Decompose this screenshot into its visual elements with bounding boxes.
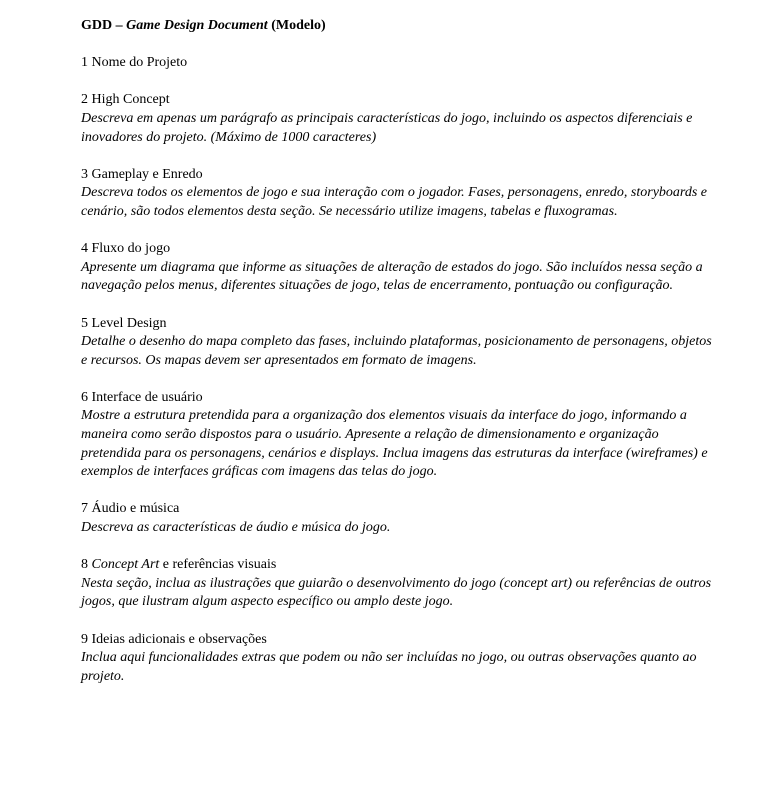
section-heading: 2 High Concept [81, 92, 170, 108]
section-description: Descreva em apenas um parágrafo as principais características do jogo, incluindo os aspectos diferenciais e inovadores do projeto. (Máximo de 1000 caracteres) [81, 110, 693, 145]
heading-italic: Concept Art [91, 557, 160, 573]
section-heading: 1 Nome do Projeto [81, 55, 188, 71]
document-title [81, 17, 721, 36]
section-heading: 9 Ideias adicionais e observações [81, 631, 267, 647]
section-heading: 3 Gameplay e Enredo [81, 166, 203, 182]
section-interface-de-usuario [81, 389, 721, 482]
section-high-concept [81, 91, 721, 147]
section-nome-do-projeto [81, 54, 721, 73]
section-description: Descreva todos os elementos de jogo e sua interação com o jogador. Fases, personagens, enredo, storyboards e cenário, são todos elementos desta seção. Se necessário utilize imagens, tabelas e fluxogramas. [81, 185, 708, 219]
section-heading: 4 Fluxo do jogo [81, 241, 171, 257]
section-heading: 7 Áudio e música [81, 501, 180, 517]
section-heading: 6 Interface de usuário [81, 389, 203, 405]
section-audio-e-musica [81, 500, 721, 537]
section-description: Detalhe o desenho do mapa completo das fases, incluindo plataformas, posicionamento de personagens, objetos e recursos. Os mapas devem ser apresentados em formato de imagens. [81, 334, 712, 368]
section-fluxo-do-jogo [81, 240, 721, 296]
section-description: Descreva as características de áudio e música do jogo. [81, 520, 391, 536]
section-heading [81, 556, 721, 575]
title-suffix: (Modelo) [267, 18, 326, 33]
heading-rest: e referências visuais [159, 557, 277, 573]
section-description: Mostre a estrutura pretendida para a organização dos elementos visuais da interface do jogo, informando a maneira como serão dispostos para o usuário. Apresente a relação de dimensionamento e organização pretendida para os personagens, cenários e displays. Inclua imagens das estruturas da interface (wireframes) e exemplos de interfaces gráficas com imagens das telas do jogo. [81, 408, 708, 480]
title-prefix: GDD – [81, 18, 127, 33]
heading-number: 8 [81, 557, 92, 573]
section-description: Nesta seção, inclua as ilustrações que guiarão o desenvolvimento do jogo (concept art) ou referências de outros jogos, que ilustram algum aspecto específico ou amplo deste jogo. [81, 575, 712, 610]
document-body [81, 17, 721, 705]
section-ideias-adicionais [81, 631, 721, 687]
section-level-design [81, 315, 721, 371]
section-gameplay-e-enredo [81, 166, 721, 222]
section-concept-art [81, 556, 721, 612]
section-description: Apresente um diagrama que informe as situações de alteração de estados do jogo. São incluídos nessa seção a navegação pelos menus, diferentes situações de jogo, telas de encerramento, pontuação ou configuração. [81, 259, 703, 294]
section-heading: 5 Level Design [81, 315, 167, 331]
title-italic: Game Design Document [126, 18, 268, 33]
section-description: Inclua aqui funcionalidades extras que podem ou não ser incluídas no jogo, ou outras observações quanto ao projeto. [81, 650, 697, 684]
